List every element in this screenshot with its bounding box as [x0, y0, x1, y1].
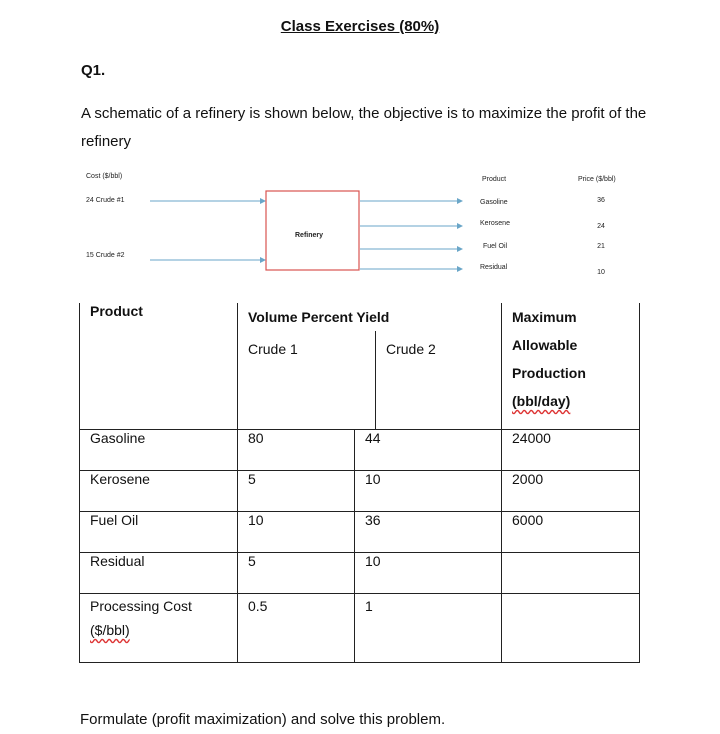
header-max — [502, 303, 640, 430]
cell-max: 6000 — [502, 512, 640, 553]
cell-product: Fuel Oil — [80, 512, 238, 553]
cell-crude1: 10 — [238, 512, 355, 553]
footer-text: Formulate (profit maximization) and solve this problem. — [80, 711, 446, 728]
refinery-label: Refinery — [295, 232, 324, 239]
cell-crude2: 44 — [355, 430, 502, 471]
header-yield: Volume Percent Yield — [248, 309, 390, 325]
cell-crude1: 5 — [238, 471, 355, 512]
schematic-arrows — [0, 165, 720, 285]
cell-crude1: 5 — [238, 553, 355, 594]
crude2-label: 15 Crude #2 — [86, 252, 125, 259]
processing-label-line2: ($/bbl) — [90, 622, 130, 638]
header-max-line3: Production — [512, 365, 586, 381]
table-row — [80, 553, 640, 594]
cell-crude2: 36 — [355, 512, 502, 553]
cell-max: 2000 — [502, 471, 640, 512]
refinery-schematic — [0, 165, 720, 285]
header-max-line4: (bbl/day) — [512, 393, 571, 409]
yield-table — [79, 303, 640, 663]
cell-max — [502, 553, 640, 594]
cell-processing-max — [502, 594, 640, 663]
price-header: Price ($/bbl) — [578, 176, 616, 183]
question-label: Q1. — [81, 62, 106, 79]
product-header: Product — [482, 176, 507, 183]
header-crude1: Crude 1 — [248, 341, 298, 357]
page-title: Class Exercises (80%) — [280, 18, 440, 35]
product-residual: Residual — [480, 264, 508, 271]
price-kerosene: 24 — [597, 223, 605, 230]
cell-product: Kerosene — [80, 471, 238, 512]
header-product: Product — [80, 303, 238, 430]
refinery-box — [266, 191, 359, 270]
cell-product: Residual — [80, 553, 238, 594]
table-row — [80, 471, 640, 512]
header-max-line1: Maximum — [512, 309, 577, 325]
price-residual: 10 — [597, 269, 605, 276]
intro-text: A schematic of a refinery is shown below, the objective is to maximize the profit of the refinery — [81, 105, 647, 150]
product-fueloil: Fuel Oil — [483, 243, 508, 250]
table-row — [80, 594, 640, 663]
product-gasoline: Gasoline — [480, 199, 508, 206]
crude1-label: 24 Crude #1 — [86, 197, 125, 204]
cell-product: Gasoline — [80, 430, 238, 471]
table-row — [80, 512, 640, 553]
price-gasoline: 36 — [597, 197, 605, 204]
table-row — [80, 430, 640, 471]
header-crude2: Crude 2 — [375, 331, 501, 429]
header-max-line2: Allowable — [512, 337, 578, 353]
cell-processing-label — [80, 594, 238, 663]
cell-crude2: 10 — [355, 553, 502, 594]
cell-crude2: 10 — [355, 471, 502, 512]
price-fueloil: 21 — [597, 243, 605, 250]
processing-label-line1: Processing Cost — [90, 598, 192, 614]
header-yield-group — [238, 303, 502, 430]
cell-crude1: 80 — [238, 430, 355, 471]
cell-processing-crude2: 1 — [355, 594, 502, 663]
product-kerosene: Kerosene — [480, 220, 510, 227]
cost-header: Cost ($/bbl) — [86, 173, 123, 180]
cell-max: 24000 — [502, 430, 640, 471]
cell-processing-crude1: 0.5 — [238, 594, 355, 663]
